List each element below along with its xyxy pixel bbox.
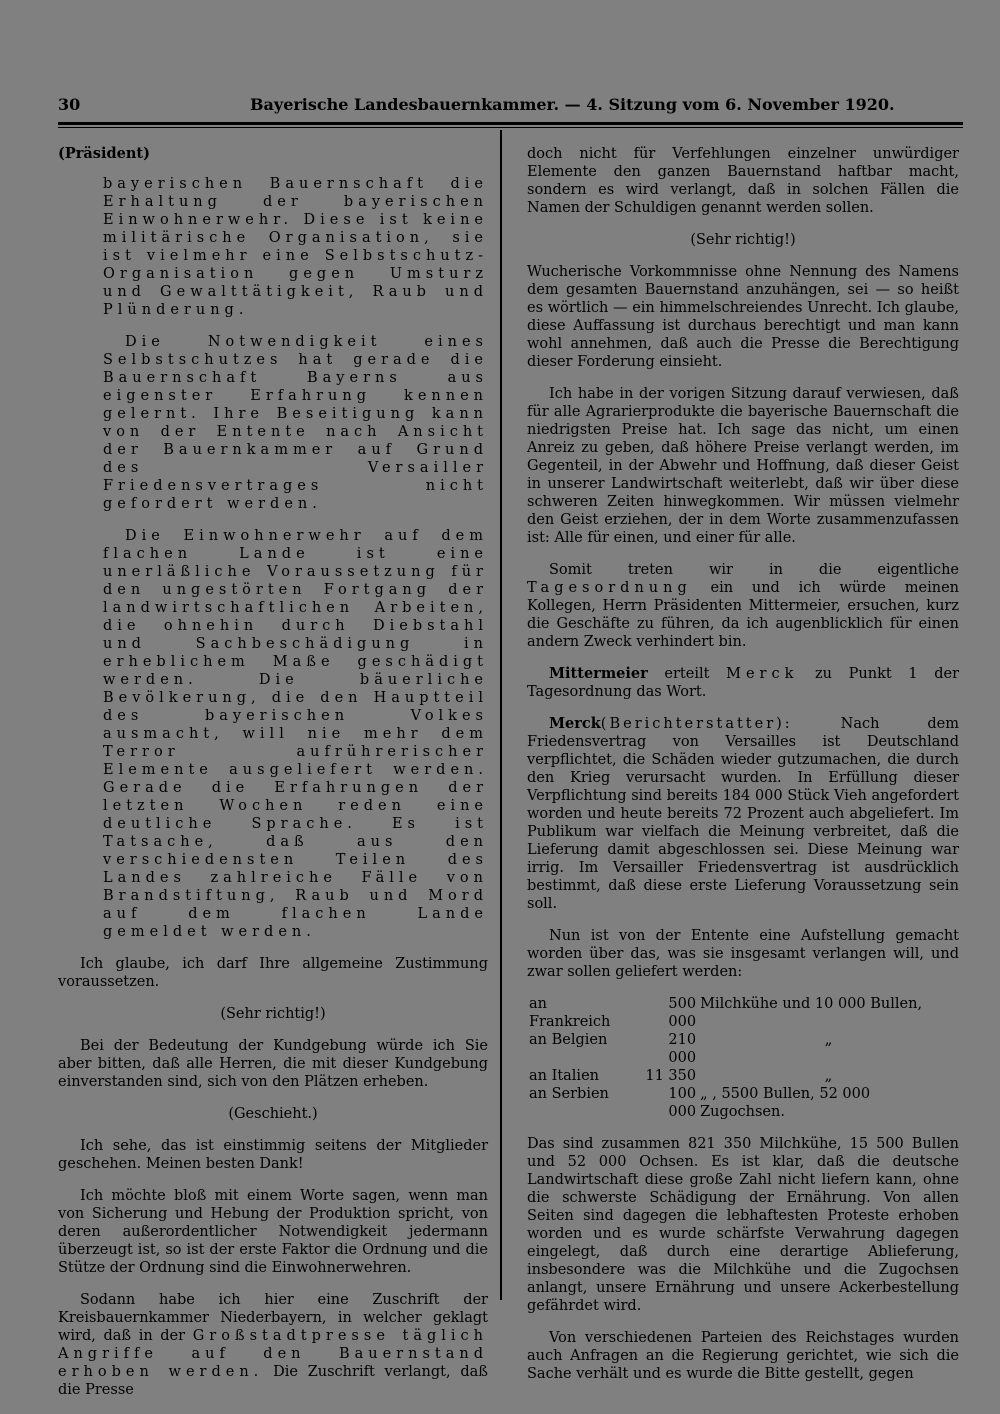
text-run: Nach dem Friedensvertrag von Versailles ist Deutschland verpflichtet, die Schäden wieder gutzumachen, die durch den Krieg verursacht wurden. In Erfüllung dieser Verpflichtung sind bereits 184 000 Stück Vieh angefordert worden und heute bereits 72 Prozent auch abgeliefert. Im Publikum war vielfach die Meinung verbreitet, daß die Lieferung damit abgeschlossen sei. Diese Meinung war irrig. Im Versailler Friedensvertrag ist ausdrücklich bestimmt, daß diese erste Lieferung Voraussetzung sein soll.: [527, 716, 959, 912]
text-run: Somit treten wir in die eigentliche: [549, 562, 959, 578]
emphasized-text: Tagesordnung: [527, 580, 692, 596]
paragraph: [58, 1291, 488, 1399]
text-run: zu Punkt 1 der Tagesordnung das Wort.: [527, 666, 960, 700]
column-divider: [500, 130, 502, 1300]
table-cell: „: [824, 1032, 833, 1048]
paragraph: Ich habe in der vorigen Sitzung darauf verwiesen, daß für alle Agrarierprodukte die bayerische Bauernschaft die niedrigsten Preise hat. Ich sage das nicht, um einen Anreiz zu geben, daß höhere Preise verlangt werden, im Gegenteil, in der Abwehr und Hoffnung, daß dieser Geist in unserer Landwirtschaft weiterlebt, daß wir über diese schweren Zeiten hinwegkommen. Wir müssen vielmehr den Geist erziehen, der in dem Worte zusammenzufassen ist: Alle für einen, und einer für alle.: [527, 386, 959, 546]
interjection: (Sehr richtig!): [690, 232, 796, 248]
table-cell: an Frankreich: [529, 996, 611, 1030]
table-row: [527, 1031, 959, 1067]
table-cell: „ , 5500 Bullen, 52 000 Zugochsen.: [700, 1086, 871, 1120]
paragraph: [527, 561, 959, 651]
paragraph: Ich glaube, ich darf Ihre allgemeine Zustimmung voraussetzen.: [58, 956, 488, 990]
running-header: [58, 95, 963, 119]
table-row: [527, 995, 959, 1031]
header-title: Bayerische Landesbauernkammer. — 4. Sitzung vom 6. November 1920.: [250, 95, 895, 114]
table-cell: an Italien: [529, 1068, 599, 1084]
table-cell: 100 000: [668, 1086, 697, 1120]
paragraph: [527, 715, 959, 913]
speaker-name: Mittermeier: [549, 665, 648, 682]
emphasized-text: Großstadtpresse täglich Angriffe auf den Bauernstand erhoben werden.: [58, 1328, 488, 1380]
table-cell: 11 350: [645, 1068, 697, 1084]
paragraph: Von verschiedenen Parteien des Reichstages wurden auch Anfragen an die Regierung gerichtet, wie sich die Sache verhält und es wurde die Bitte gestellt, gegen: [527, 1330, 959, 1382]
table-cell: 210 000: [668, 1032, 697, 1066]
speaker-role: (Berichterstatter):: [600, 716, 793, 732]
left-column: [58, 145, 488, 1413]
text-run: ein und ich würde meinen Kollegen, Herrn Präsidenten Mittermeier, ersuchen, kurz die Geschäfte zu führen, da ich augenblicklich für einen andern Zweck verhindert bin.: [527, 580, 959, 650]
paragraph: Die Einwohnerwehr auf dem flachen Lande ist eine unerläßliche Voraussetzung für den ungestörten Fortgang der landwirtschaftlichen Arbeiten, die ohnehin durch Diebstahl und Sachbeschädigung in erheblichem Maße geschädigt werden. Die bäuerliche Bevölkerung, die den Hauptteil des bayerischen Volkes ausmacht, will nie mehr dem Terror aufrührerischer Elemente ausgeliefert werden. Gerade die Erfahrungen der letzten Wochen reden eine deutliche Sprache. Es ist Tatsache, daß aus den verschiedensten Teilen des Landes zahlreiche Fälle von Brandstiftung, Raub und Mord auf dem flachen Lande gemeldet werden.: [103, 528, 488, 940]
table-row: [527, 1067, 959, 1085]
table-cell: 500 000: [668, 996, 697, 1030]
paragraph: [527, 665, 959, 701]
text-run: Die Zuschrift verlangt, daß die Presse: [58, 1364, 488, 1398]
text-run: Sodann habe ich hier eine Zuschrift der Kreisbauernkammer Niederbayern, in welcher geklagt wird, daß in der: [58, 1292, 488, 1344]
paragraph: Ich sehe, das ist einstimmig seitens der Mitglieder geschehen. Meinen besten Dank!: [58, 1138, 488, 1172]
speaker-name: Merck: [726, 666, 799, 682]
delivery-table: [527, 995, 959, 1121]
paragraph: Bei der Bedeutung der Kundgebung würde ich Sie aber bitten, daß alle Herren, die mit dieser Kundgebung einverstanden sind, sich von den Plätzen erheben.: [58, 1038, 488, 1090]
interjection: (Sehr richtig!): [220, 1006, 326, 1022]
header-rule-thick: [58, 122, 963, 125]
table-cell: Milchkühe und 10 000 Bullen,: [700, 996, 923, 1012]
paragraph: Wucherische Vorkommnisse ohne Nennung des Namens dem gesamten Bauernstand anzuhängen, sei — so heißt es wörtlich — ein himmelschreiendes Unrecht. Ich glaube, diese Auffassung ist durchaus berechtigt und man kann wohl annehmen, daß auch die Presse die Berechtigung dieser Forderung einsieht.: [527, 264, 959, 370]
paragraph: Die Notwendigkeit eines Selbstschutzes hat gerade die Bauernschaft Bayerns aus eigenster Erfahrung kennen gelernt. Ihre Beseitigung kann von der Entente nach Ansicht der Bauernkammer auf Grund des Versailler Friedensvertrages nicht gefordert werden.: [103, 334, 488, 512]
table-row: [527, 1085, 959, 1121]
right-column: [527, 145, 959, 1397]
paragraph: doch nicht für Verfehlungen einzelner unwürdiger Elemente den ganzen Bauernstand haftbar macht, sondern es wird verlangt, daß in solchen Fällen die Namen der Schuldigen genannt werden sollen.: [527, 146, 959, 216]
paragraph: Nun ist von der Entente eine Aufstellung gemacht worden über das, was sie insgesamt verlangen will, und zwar sollen geliefert werden:: [527, 928, 959, 980]
speaker-label: (Präsident): [58, 145, 150, 162]
table-cell: an Belgien: [529, 1032, 608, 1048]
table-cell: an Serbien: [529, 1086, 609, 1102]
interjection: (Geschieht.): [228, 1106, 318, 1122]
paragraph: Das sind zusammen 821 350 Milchkühe, 15 500 Bullen und 52 000 Ochsen. Es ist klar, daß die deutsche Landwirtschaft diese große Zahl nicht liefern kann, ohne die schwerste Schädigung der Ernährung. Von allen Seiten sind dagegen die lebhaftesten Proteste erhoben worden und es wurde schärfste Verwahrung dagegen eingelegt, daß durch eine derartige Ablieferung, insbesondere was die Milchkühe und die Zugochsen anlangt, unsere Ernährung und unsere Ackerbestellung gefährdet wird.: [527, 1136, 959, 1314]
paragraph: bayerischen Bauernschaft die Erhaltung der bayerischen Einwohnerwehr. Diese ist keine militärische Organisation, sie ist vielmehr eine Selbstschutz-Organisation gegen Umsturz und Gewalttätigkeit, Raub und Plünderung.: [103, 176, 488, 318]
page-number: 30: [58, 95, 81, 114]
header-rule-thin: [58, 127, 963, 128]
speaker-name: Merck: [549, 715, 601, 732]
paragraph: Ich möchte bloß mit einem Worte sagen, wenn man von Sicherung und Hebung der Produktion spricht, von deren außerordentlicher Notwendigkeit jedermann überzeugt ist, so ist der erste Faktor die Ordnung und die Stütze der Ordnung sind die Einwohnerwehren.: [58, 1188, 488, 1276]
text-run: erteilt: [647, 666, 727, 682]
table-cell: „: [824, 1068, 833, 1084]
